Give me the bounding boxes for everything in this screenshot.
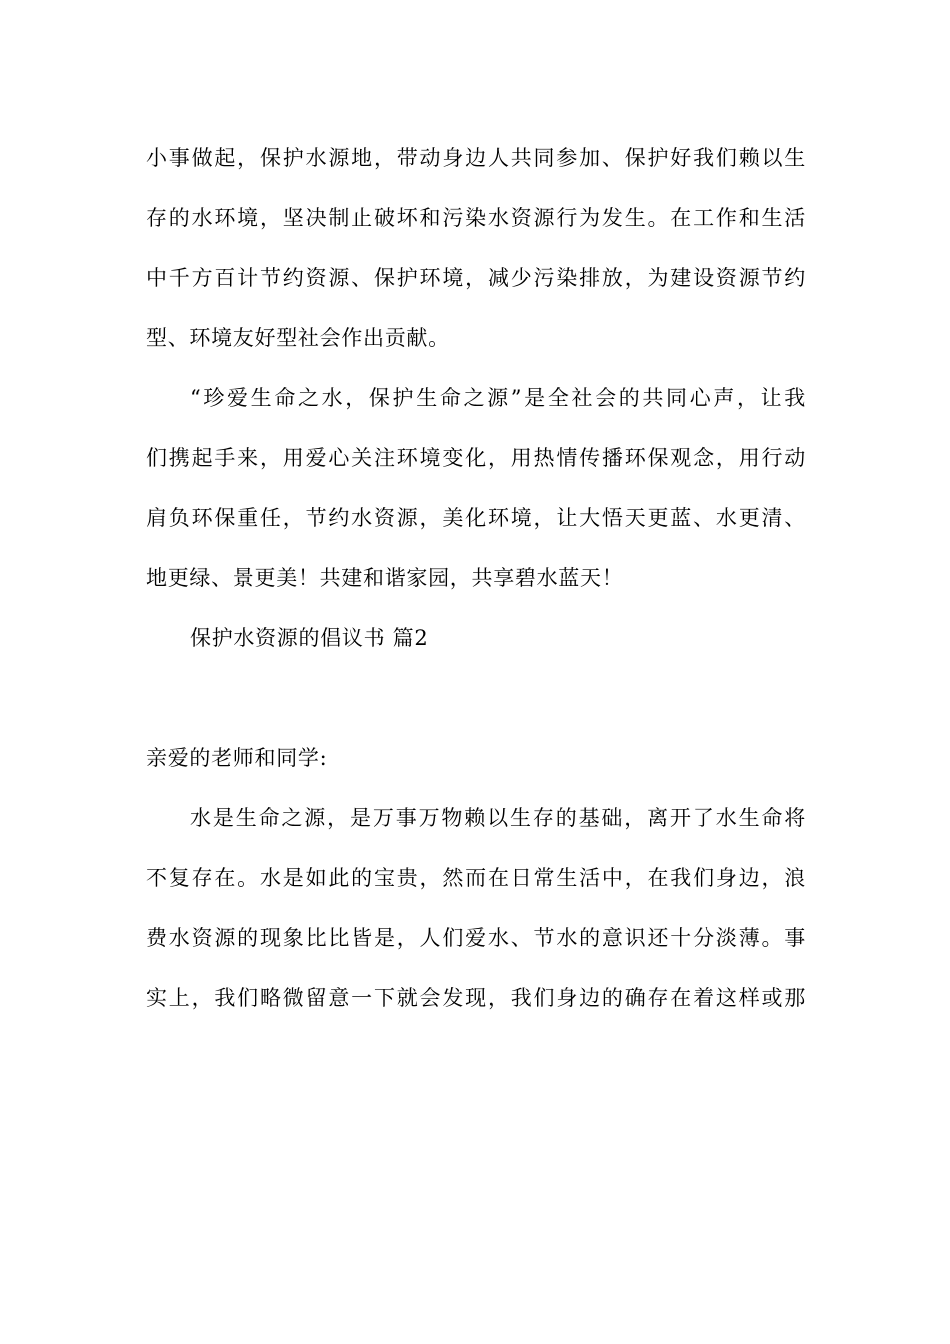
paragraph-line: 存的水环境，坚决制止破坏和污染水资源行为发生。在工作和生活 bbox=[146, 206, 806, 230]
paragraph-line: 地更绿、景更美！共建和谐家园，共享碧水蓝天！ bbox=[146, 566, 624, 590]
section-heading: 保护水资源的倡议书 篇2 bbox=[190, 626, 429, 650]
paragraph-line: 水是生命之源，是万事万物赖以生存的基础，离开了水生命将 bbox=[190, 806, 806, 830]
paragraph-line: 中千方百计节约资源、保护环境，减少污染排放，为建设资源节约 bbox=[146, 266, 806, 290]
paragraph-line: 肩负环保重任，节约水资源，美化环境，让大悟天更蓝、水更清、 bbox=[146, 506, 806, 530]
salutation: 亲爱的老师和同学: bbox=[146, 746, 328, 770]
paragraph-line: 不复存在。水是如此的宝贵，然而在日常生活中，在我们身边，浪 bbox=[146, 866, 806, 890]
paragraph-line: 们携起手来，用爱心关注环境变化，用热情传播环保观念，用行动 bbox=[146, 446, 806, 470]
paragraph-line: 费水资源的现象比比皆是，人们爱水、节水的意识还十分淡薄。事 bbox=[146, 926, 806, 950]
paragraph-line: “珍爱生命之水，保护生命之源”是全社会的共同心声，让我 bbox=[190, 386, 806, 410]
document-body bbox=[146, 128, 806, 1028]
paragraph-line: 实上，我们略微留意一下就会发现，我们身边的确存在着这样或那 bbox=[146, 986, 806, 1010]
paragraph-line: 小事做起，保护水源地，带动身边人共同参加、保护好我们赖以生 bbox=[146, 146, 806, 170]
blank-spacer bbox=[146, 668, 806, 728]
paragraph-line: 型、环境友好型社会作出贡献。 bbox=[146, 326, 450, 350]
